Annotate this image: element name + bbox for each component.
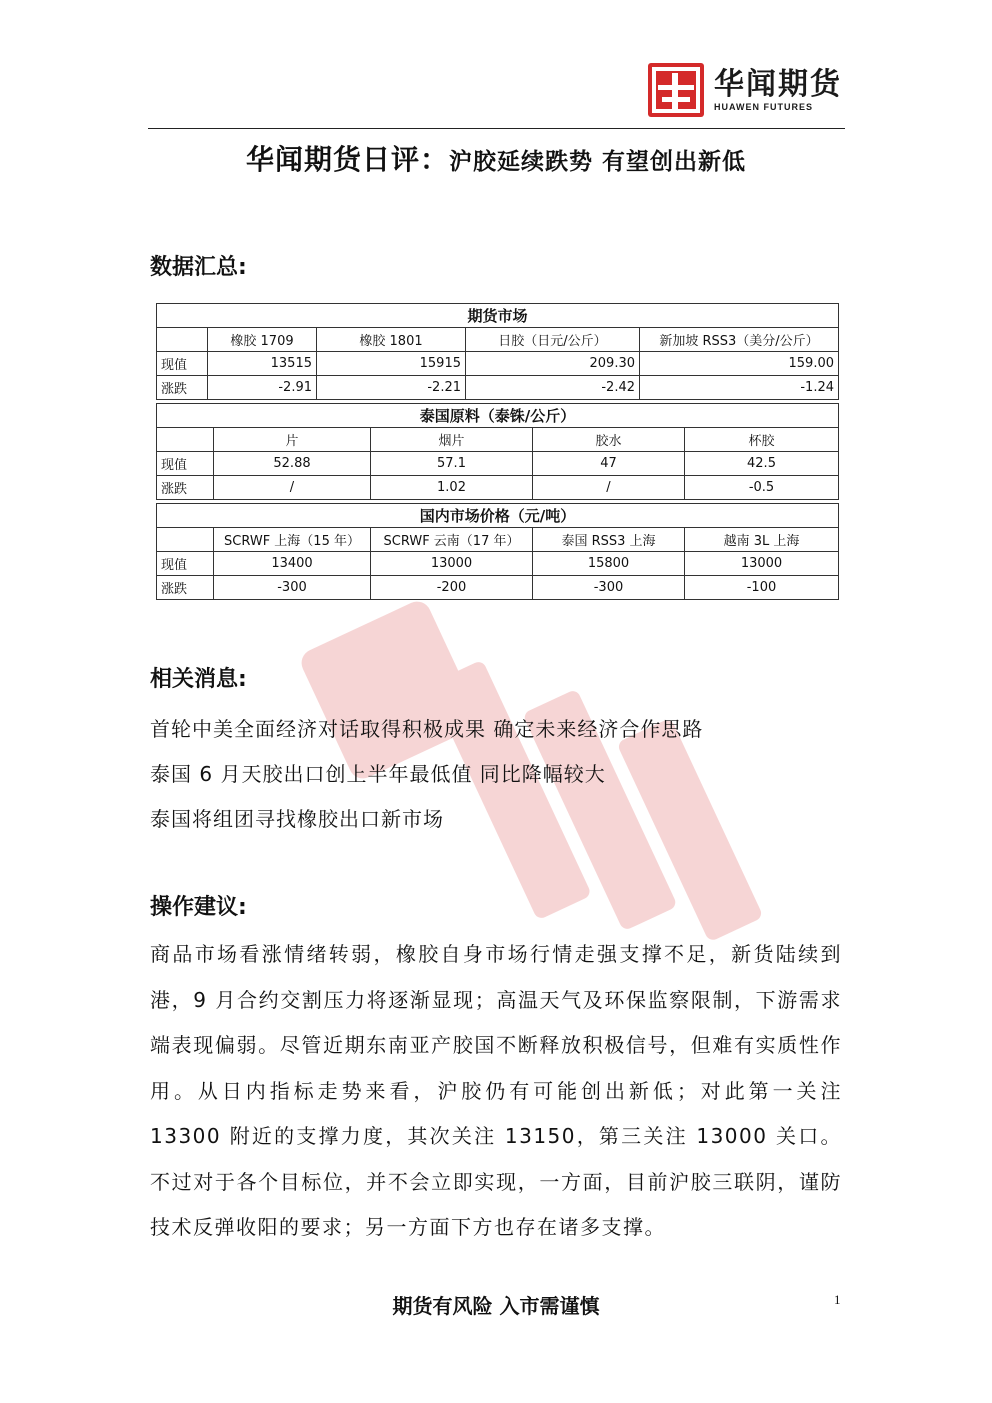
row-label: 现值 [157, 352, 208, 376]
table-row [157, 476, 839, 500]
logo-english-name: HUAWEN FUTURES [714, 102, 813, 112]
table-cell: -1.24 [640, 376, 839, 400]
thai-raw-material-table [156, 403, 839, 500]
table-cell: -100 [685, 576, 839, 600]
column-header: 橡胶 1801 [317, 328, 466, 352]
watermark-logo [300, 600, 820, 980]
table-cell: -300 [214, 576, 371, 600]
domestic-table-heading: 国内市场价格（元/吨） [157, 504, 839, 528]
table-row [157, 352, 839, 376]
column-header: 新加坡 RSS3（美分/公斤） [640, 328, 839, 352]
header-rule [148, 128, 845, 129]
row-label: 涨跌 [157, 476, 214, 500]
column-header: SCRWF 云南（17 年） [371, 528, 533, 552]
table-cell: 15915 [317, 352, 466, 376]
table-cell: 13000 [685, 552, 839, 576]
table-corner [157, 428, 214, 452]
table-cell: 47 [533, 452, 685, 476]
table-cell: -2.42 [466, 376, 640, 400]
news-item: 首轮中美全面经济对话取得积极成果 确定未来经济合作思路 [150, 717, 704, 741]
risk-warning-footer: 期货有风险 入市需谨慎 [392, 1294, 600, 1318]
table-row [157, 576, 839, 600]
table-cell: 159.00 [640, 352, 839, 376]
column-header: 橡胶 1709 [208, 328, 317, 352]
table-cell: -2.91 [208, 376, 317, 400]
column-header: 越南 3L 上海 [685, 528, 839, 552]
table-cell: 13400 [214, 552, 371, 576]
page-number: 1 [834, 1292, 841, 1307]
column-header: 日胶（日元/公斤） [466, 328, 640, 352]
news-item: 泰国 6 月天胶出口创上半年最低值 同比降幅较大 [150, 762, 606, 786]
futures-table-heading: 期货市场 [157, 304, 839, 328]
title-sub: 沪胶延续跌势 有望创出新低 [449, 149, 747, 175]
column-header: 胶水 [533, 428, 685, 452]
table-cell: -2.21 [317, 376, 466, 400]
column-header: 片 [214, 428, 371, 452]
table-row [157, 452, 839, 476]
table-cell: 13515 [208, 352, 317, 376]
domestic-market-table [156, 503, 839, 600]
table-cell: 57.1 [371, 452, 533, 476]
column-header: 杯胶 [685, 428, 839, 452]
row-label: 现值 [157, 452, 214, 476]
futures-table [156, 303, 839, 400]
section-news: 相关消息: [150, 667, 247, 692]
table-cell: 15800 [533, 552, 685, 576]
table-cell: -0.5 [685, 476, 839, 500]
row-label: 涨跌 [157, 576, 214, 600]
page-title [150, 138, 842, 178]
table-row [157, 376, 839, 400]
thai-table-heading: 泰国原料（泰铢/公斤） [157, 404, 839, 428]
table-cell: / [214, 476, 371, 500]
brand-logo [648, 62, 842, 118]
table-cell: 1.02 [371, 476, 533, 500]
table-cell: / [533, 476, 685, 500]
column-header: SCRWF 上海（15 年） [214, 528, 371, 552]
logo-mark-icon [648, 63, 704, 117]
table-row [157, 552, 839, 576]
table-cell: 209.30 [466, 352, 640, 376]
column-header: 烟片 [371, 428, 533, 452]
table-cell: 42.5 [685, 452, 839, 476]
row-label: 现值 [157, 552, 214, 576]
table-cell: 52.88 [214, 452, 371, 476]
table-cell: -300 [533, 576, 685, 600]
advice-paragraph: 商品市场看涨情绪转弱，橡胶自身市场行情走强支撑不足，新货陆续到港，9 月合约交割压力将逐渐显现；高温天气及环保监察限制，下游需求端表现偏弱。尽管近期东南亚产胶国不断释放积极信号，但难有实质性作用。从日内指标走势来看，沪胶仍有可能创出新低；对此第一关注 13300 附近的支撑力度，其次关注 13150，第三关注 13000 关口。 不过对于各个目标位，并不会立即实现，一方面，目前沪胶三联阴，谨防技术反弹收阳的要求；另一方面下方也存在诸多支撑。 [150, 942, 842, 1239]
table-cell: 13000 [371, 552, 533, 576]
section-advice: 操作建议: [150, 895, 247, 920]
table-cell: -200 [371, 576, 533, 600]
logo-chinese-name: 华闻期货 [714, 67, 842, 102]
news-item: 泰国将组团寻找橡胶出口新市场 [150, 807, 444, 831]
table-corner [157, 328, 208, 352]
table-corner [157, 528, 214, 552]
row-label: 涨跌 [157, 376, 208, 400]
section-data-summary: 数据汇总: [150, 255, 247, 280]
column-header: 泰国 RSS3 上海 [533, 528, 685, 552]
title-main: 华闻期货日评： [245, 143, 449, 176]
